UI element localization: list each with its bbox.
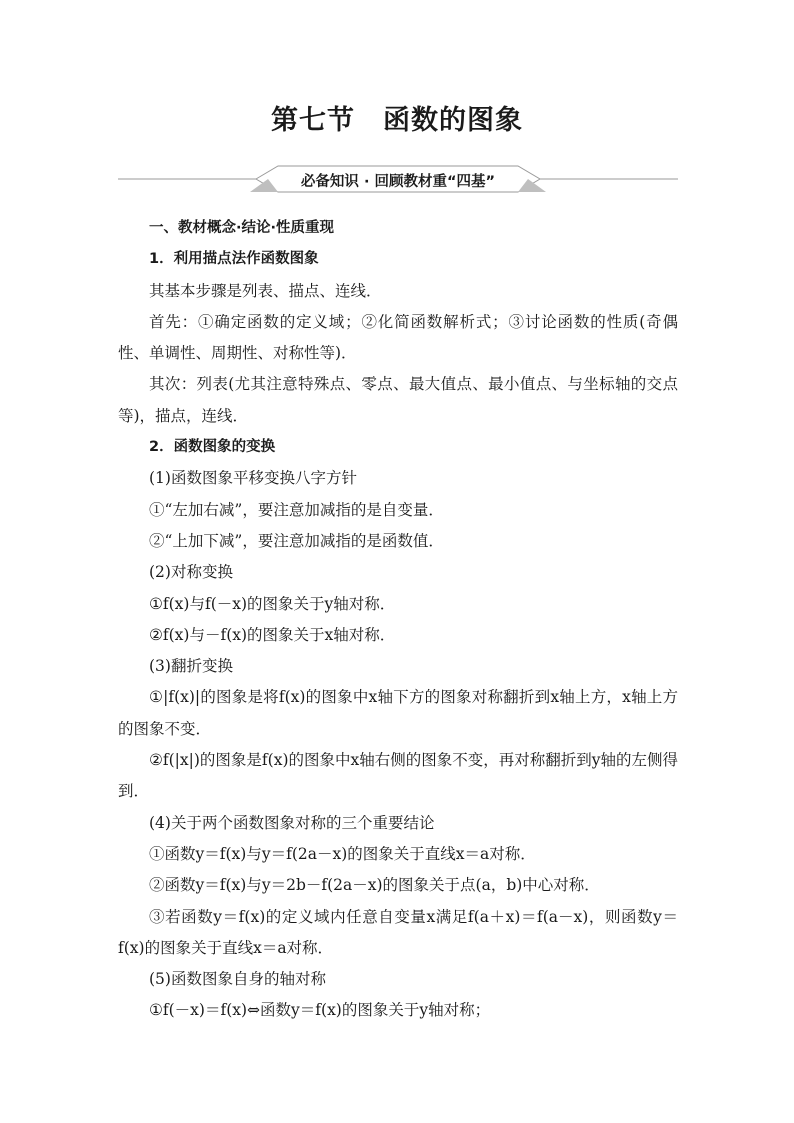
paragraph: (2)对称变换: [149, 563, 233, 582]
paragraph: (4)关于两个函数图象对称的三个重要结论: [149, 813, 435, 832]
paragraph: ①|f(x)|的图象是将f(x)的图象中x轴下方的图象对称翻折到x轴上方，x轴上方的图象不变．: [118, 688, 678, 738]
paragraph: ①f(－x)＝f(x)⇔函数y＝f(x)的图象关于y轴对称；: [149, 1001, 491, 1020]
paragraph: ②f(|x|)的图象是f(x)的图象中x轴右侧的图象不变，再对称翻折到y轴的左侧得到．: [118, 751, 678, 801]
page-title: 第七节 函数的图象: [271, 105, 523, 136]
section-banner: [118, 162, 678, 200]
paragraph: (1)函数图象平移变换八字方针: [149, 469, 357, 488]
section-heading: 一、教材概念·结论·性质重现: [149, 220, 335, 236]
subsection-heading: 2．函数图象的变换: [149, 439, 276, 456]
paragraph: ①函数y＝f(x)与y＝f(2a－x)的图象关于直线x＝a对称．: [149, 844, 536, 863]
paragraph: ②“上加下减”，要注意加减指的是函数值．: [149, 531, 444, 550]
paragraph: ③若函数y＝f(x)的定义域内任意自变量x满足f(a＋x)＝f(a－x)，则函数y＝f(x)的图象关于直线x＝a对称．: [118, 907, 678, 957]
paragraph: (3)翻折变换: [149, 657, 233, 676]
paragraph: 首先：①确定函数的定义域；②化简函数解析式；③讨论函数的性质(奇偶性、单调性、周期性、对称性等)．: [118, 312, 678, 363]
document-body: [118, 213, 678, 1027]
paragraph: ②函数y＝f(x)与y＝2b－f(2a－x)的图象关于点(a，b)中心对称．: [149, 876, 600, 895]
paragraph: ①f(x)与f(－x)的图象关于y轴对称．: [149, 594, 396, 613]
paragraph: 其基本步骤是列表、描点、连线．: [149, 281, 382, 300]
paragraph: (5)函数图象自身的轴对称: [149, 970, 326, 989]
banner-label: 必备知识 · 回顾教材重“四基”: [300, 174, 496, 190]
paragraph: ①“左加右减”，要注意加减指的是自变量．: [149, 500, 444, 519]
paragraph: 其次：列表(尤其注意特殊点、零点、最大值点、最小值点、与坐标轴的交点等)，描点，连线．: [118, 375, 678, 425]
subsection-heading: 1．利用描点法作函数图象: [149, 251, 319, 268]
paragraph: ②f(x)与－f(x)的图象关于x轴对称．: [149, 625, 396, 644]
